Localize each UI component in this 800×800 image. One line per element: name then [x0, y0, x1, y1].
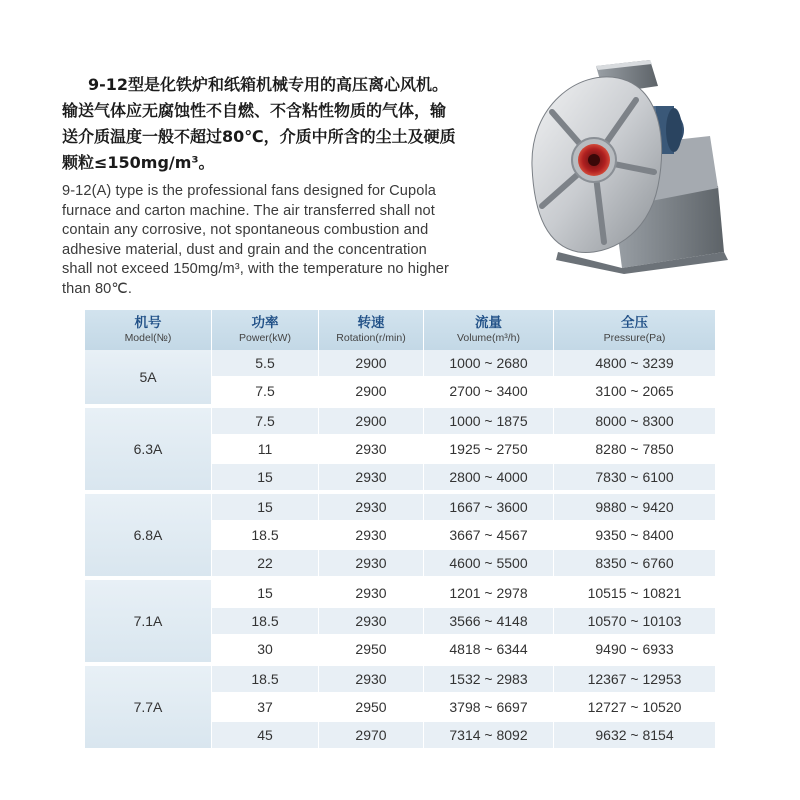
- pressure-cell: 9490 ~ 6933: [554, 636, 715, 666]
- volume-cell: 4818 ~ 6344: [424, 636, 554, 666]
- power-cell: 15: [212, 580, 319, 608]
- rotation-cell: 2930: [319, 580, 424, 608]
- header-power: [212, 310, 319, 350]
- volume-cell: 3667 ~ 4567: [424, 522, 554, 550]
- pressure-cell: 10515 ~ 10821: [554, 580, 715, 608]
- rotation-cell: 2930: [319, 464, 424, 494]
- header-en: Pressure(Pa): [603, 332, 666, 344]
- header-en: Volume(m³/h): [456, 332, 520, 344]
- rotation-cell: 2930: [319, 608, 424, 636]
- pressure-cell: 9350 ~ 8400: [554, 522, 715, 550]
- pressure-cell: 4800 ~ 3239: [554, 350, 715, 378]
- centrifugal-fan-image: [518, 56, 746, 274]
- power-cell: 18.5: [212, 608, 319, 636]
- table-row: [85, 580, 715, 608]
- pressure-cell: 10570 ~ 10103: [554, 608, 715, 636]
- rotation-cell: 2950: [319, 636, 424, 666]
- power-cell: 7.5: [212, 378, 319, 408]
- volume-cell: 1201 ~ 2978: [424, 580, 554, 608]
- power-cell: 11: [212, 436, 319, 464]
- power-cell: 37: [212, 694, 319, 722]
- volume-cell: 7314 ~ 8092: [424, 722, 554, 752]
- pressure-cell: 8280 ~ 7850: [554, 436, 715, 464]
- rotation-cell: 2900: [319, 350, 424, 378]
- fan-spec-table: [85, 310, 715, 752]
- power-cell: 15: [212, 464, 319, 494]
- pressure-cell: 12367 ~ 12953: [554, 666, 715, 694]
- rotation-cell: 2900: [319, 378, 424, 408]
- power-cell: 22: [212, 550, 319, 580]
- power-cell: 18.5: [212, 666, 319, 694]
- power-cell: 30: [212, 636, 319, 666]
- intro-en-line: contain any corrosive, not spontaneous combustion and: [62, 222, 429, 238]
- header-rotation: [319, 310, 424, 350]
- power-cell: 7.5: [212, 408, 319, 436]
- header-en: Model(№): [124, 332, 172, 344]
- model-cell: 6.3A: [85, 408, 212, 494]
- header-cn: 转速: [357, 315, 385, 331]
- intro-en-line: shall not exceed 150mg/m³, with the temperature no higher: [62, 261, 449, 277]
- rotation-cell: 2930: [319, 494, 424, 522]
- intro-cn-line: 9-12型是化铁炉和纸箱机械专用的高压离心风机。: [88, 75, 449, 94]
- volume-cell: 1000 ~ 1875: [424, 408, 554, 436]
- volume-cell: 1000 ~ 2680: [424, 350, 554, 378]
- header-cn: 全压: [621, 315, 648, 331]
- pressure-cell: 9632 ~ 8154: [554, 722, 715, 752]
- pressure-cell: 3100 ~ 2065: [554, 378, 715, 408]
- volume-cell: 1925 ~ 2750: [424, 436, 554, 464]
- intro-en-line: furnace and carton machine. The air transferred shall not: [62, 202, 435, 219]
- pressure-cell: 9880 ~ 9420: [554, 494, 715, 522]
- volume-cell: 1667 ~ 3600: [424, 494, 554, 522]
- header-cn: 流量: [475, 315, 502, 331]
- header-model: [85, 310, 212, 350]
- table-row: [85, 666, 715, 694]
- model-cell: 5A: [85, 350, 212, 408]
- header-en: Power(kW): [239, 332, 291, 344]
- pressure-cell: 12727 ~ 10520: [554, 694, 715, 722]
- rotation-cell: 2930: [319, 522, 424, 550]
- rotation-cell: 2930: [319, 436, 424, 464]
- intro-chinese-text: [62, 72, 502, 176]
- pressure-cell: 7830 ~ 6100: [554, 464, 715, 494]
- volume-cell: 4600 ~ 5500: [424, 550, 554, 580]
- pressure-cell: 8000 ~ 8300: [554, 408, 715, 436]
- header-cn: 机号: [134, 315, 162, 331]
- header-volume: [424, 310, 554, 350]
- volume-cell: 2700 ~ 3400: [424, 378, 554, 408]
- volume-cell: 1532 ~ 2983: [424, 666, 554, 694]
- rotation-cell: 2900: [319, 408, 424, 436]
- power-cell: 15: [212, 494, 319, 522]
- header-cn: 功率: [251, 315, 279, 331]
- intro-cn-line: 输送气体应无腐蚀性不自燃、不含粘性物质的气体，输: [62, 101, 447, 120]
- intro-cn-line: 送介质温度一般不超过80℃，介质中所含的尘土及硬质: [62, 127, 456, 146]
- header-en: Rotation(r/min): [336, 332, 406, 344]
- model-cell: 6.8A: [85, 494, 212, 580]
- volume-cell: 3566 ~ 4148: [424, 608, 554, 636]
- rotation-cell: 2970: [319, 722, 424, 752]
- pressure-cell: 8350 ~ 6760: [554, 550, 715, 580]
- rotation-cell: 2950: [319, 694, 424, 722]
- rotation-cell: 2930: [319, 550, 424, 580]
- volume-cell: 3798 ~ 6697: [424, 694, 554, 722]
- table-row: [85, 408, 715, 436]
- rotation-cell: 2930: [319, 666, 424, 694]
- model-cell: 7.1A: [85, 580, 212, 666]
- table-header-row: [85, 310, 715, 350]
- power-cell: 18.5: [212, 522, 319, 550]
- header-pressure: [554, 310, 715, 350]
- intro-cn-line: 颗粒≤150mg/m³。: [62, 153, 215, 172]
- intro-en-line: 9-12(A) type is the professional fans designed for Cupola: [62, 183, 436, 199]
- intro-en-line: adhesive material, dust and grain and the concentration: [62, 241, 427, 258]
- table-row: [85, 494, 715, 522]
- intro-english-text: [62, 182, 502, 299]
- volume-cell: 2800 ~ 4000: [424, 464, 554, 494]
- model-cell: 7.7A: [85, 666, 212, 752]
- intro-en-line: than 80℃.: [62, 280, 133, 297]
- power-cell: 5.5: [212, 350, 319, 378]
- power-cell: 45: [212, 722, 319, 752]
- table-row: [85, 350, 715, 378]
